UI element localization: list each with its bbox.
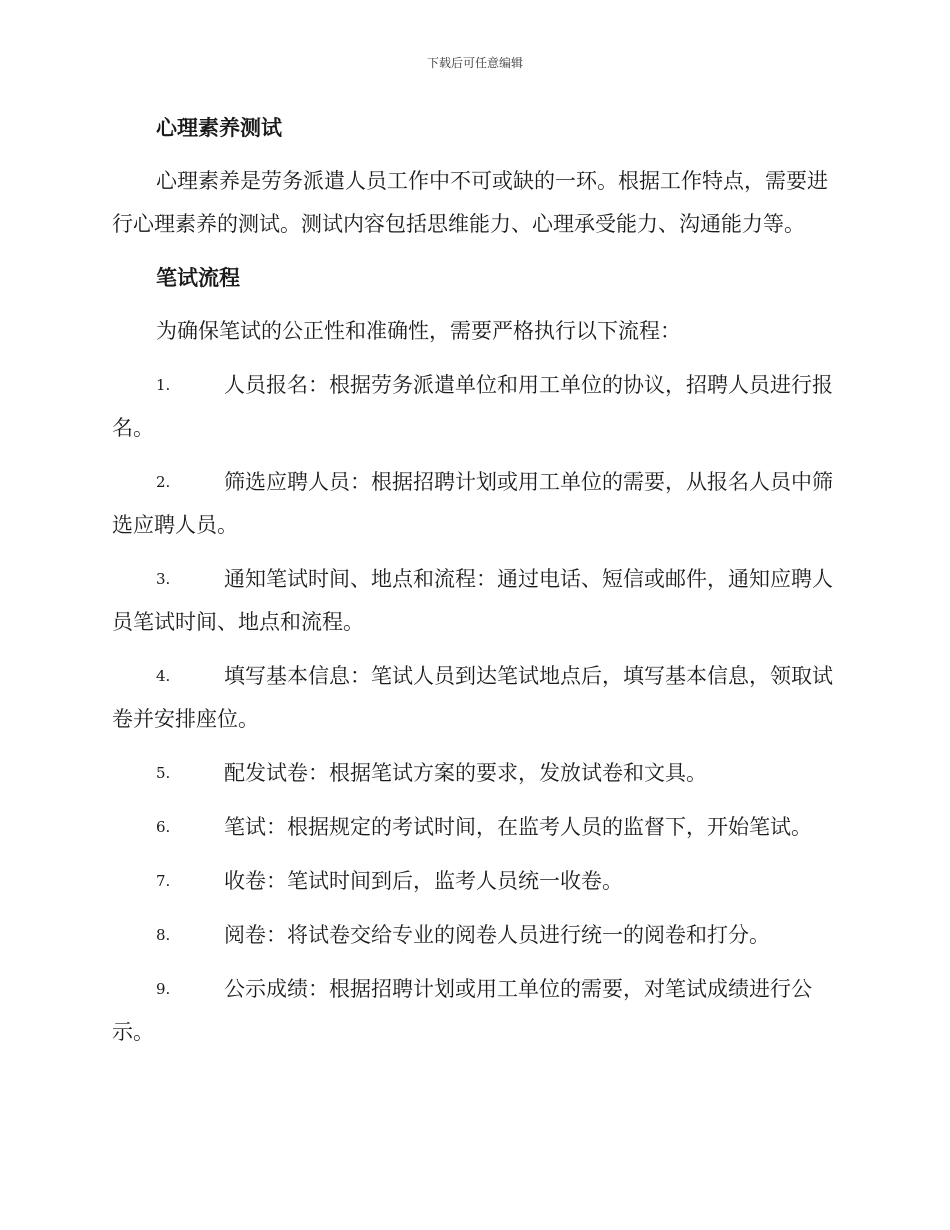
list-item-number: 3. [156,570,171,588]
list-item [112,461,834,547]
list-item-number: 2. [156,473,171,491]
list-item [112,968,834,1054]
list-item-number: 7. [156,872,171,890]
page-header: 下载后可任意编辑 [426,56,523,70]
list-item [112,364,834,450]
list-item-text: 阅卷：将试卷交给专业的阅卷人员进行统一的阅卷和打分。 [224,923,770,947]
list-item-number: 5. [156,764,171,782]
list-item-text: 笔试：根据规定的考试时间，在监考人员的监督下，开始笔试。 [224,815,812,839]
list-item [112,558,834,644]
list-item [112,655,834,741]
list-item-text: 筛选应聘人员：根据招聘计划或用工单位的需要，从报名人员中筛选应聘人员。 [112,470,833,537]
document-body [112,110,834,1065]
section-body-psych: 心理素养是劳务派遣人员工作中不可或缺的一环。根据工作特点，需要进行心理素养的测试。测试内容包括思维能力、心理承受能力、沟通能力等。 [112,169,828,236]
list-item-text: 人员报名：根据劳务派遣单位和用工单位的协议，招聘人员进行报名。 [112,373,833,440]
list-item [112,914,834,957]
list-item-number: 8. [156,926,171,944]
section-title-psych: 心理素养测试 [156,116,282,140]
list-item-number: 9. [156,980,171,998]
list-item-number: 6. [156,818,171,836]
list-item-text: 通知笔试时间、地点和流程：通过电话、短信或邮件，通知应聘人员笔试时间、地点和流程。 [112,567,833,634]
section-title-exam: 笔试流程 [156,266,240,290]
list-item-text: 配发试卷：根据笔试方案的要求，发放试卷和文具。 [224,761,707,785]
list-item-text: 填写基本信息：笔试人员到达笔试地点后，填写基本信息，领取试卷并安排座位。 [112,664,833,731]
list-item-text: 公示成绩：根据招聘计划或用工单位的需要，对笔试成绩进行公示。 [112,977,812,1044]
list-item-number: 1. [156,376,171,394]
section-intro-exam: 为确保笔试的公正性和准确性，需要严格执行以下流程： [156,319,681,343]
list-item [112,752,834,795]
list-item-text: 收卷：笔试时间到后，监考人员统一收卷。 [224,869,623,893]
exam-steps-list [112,364,834,1054]
list-item-number: 4. [156,667,171,685]
list-item [112,860,834,903]
list-item [112,806,834,849]
